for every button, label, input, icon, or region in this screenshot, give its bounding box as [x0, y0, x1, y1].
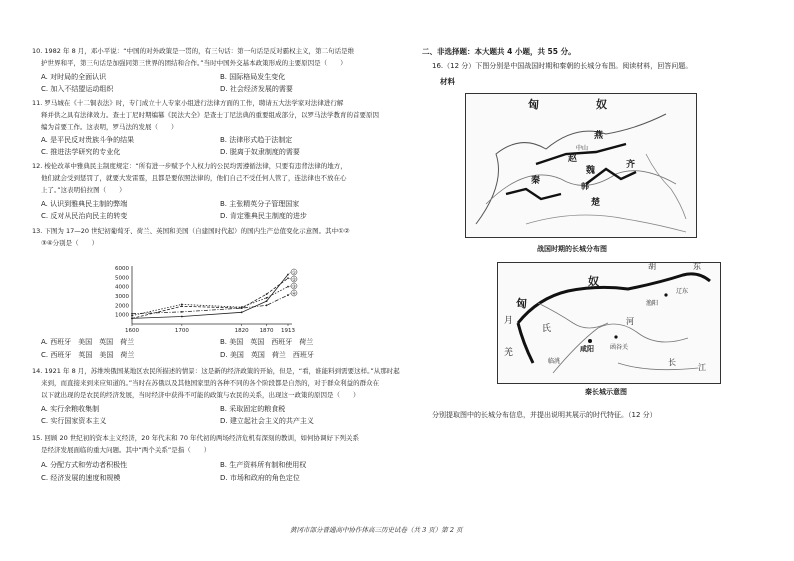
y-tick-label: 6000 [115, 266, 129, 272]
q13-line2: ③④分别是（ ） [41, 239, 99, 247]
map2-label-xianyang: 咸阳 [580, 345, 594, 353]
q13-option-c: C. 西班牙 英国 美国 荷兰 [41, 351, 135, 359]
y-tick-label: 1000 [115, 312, 129, 319]
q14-option-a: A. 实行余粮收集制 [41, 405, 100, 413]
data-point [181, 305, 183, 307]
map2-label-he: 河 [626, 317, 634, 326]
q16-task: 分别提取图中的长城分布信息，并提出说明其展示的时代特征。（12 分） [432, 411, 657, 419]
q16-prompt: 16.（12 分）下图分别是中国战国时期和秦朝的长城分布图。阅读材料，回答问题。 [432, 62, 693, 70]
map1-label-yan: 燕 [594, 131, 604, 141]
qin-map-drawing [498, 263, 720, 383]
series-label: ④ [291, 291, 297, 297]
map1-caption: 战国时期的长城分布图 [537, 245, 607, 253]
map1-label-han: 韩 [581, 182, 589, 191]
q12-option-d: D. 肯定雅典民主制度的进步 [220, 212, 307, 220]
x-tick-label: 1870 [259, 328, 274, 334]
data-point [131, 313, 133, 315]
data-point [266, 297, 268, 299]
x-tick-label: 1820 [234, 328, 249, 334]
x-tick-label: 1700 [174, 328, 189, 334]
q11-option-b: B. 法律形式趋于法制定 [220, 136, 293, 144]
map2-label-nu: 奴 [588, 275, 599, 288]
q15-line2: 是经济发展面临的重大问题。其中“两个关系”是指（ ） [41, 446, 211, 454]
q13-line1: 13. 下图为 17—20 世纪初葡萄牙、荷兰、英国和美国（自建国时代起）的国内生产总值变化示意图。其中①② [32, 227, 350, 235]
q14-line2: 来到，而直接来到来应知道的。”当时在苏俄以及其他国家里的各种不同的各个阶段都是自然的，对于群众利益的群众在 [41, 379, 380, 387]
y-tick-label: 2000 [115, 303, 129, 310]
q11-line3: 编为首要工作。这表明，罗马法的发展（ ） [41, 123, 178, 131]
data-point [181, 311, 183, 313]
data-point [131, 315, 133, 317]
series-label: ③ [291, 284, 297, 290]
map1-label-xiong: 匈 [528, 98, 539, 111]
data-point [266, 304, 268, 306]
q14-option-c: C. 实行国家资本主义 [41, 417, 107, 425]
map1-label-qin: 秦 [531, 176, 541, 186]
q15-option-d: D. 市场和政府的角色定位 [220, 474, 300, 482]
series-leader [288, 293, 291, 295]
warring-states-map-drawing [466, 94, 696, 237]
q14-line3: 以下就出现的是农民的经济发展，当时经济中获得不可能的政策与农民的关系，出现这一政策的原因是（ ） [41, 391, 360, 399]
map1-label-chu: 楚 [591, 198, 601, 208]
q13-option-a: A. 西班牙 美国 英国 荷兰 [41, 338, 135, 346]
q10-line2: 护世界和平，第三句话是加强同第三世界的团结和合作。”当时中国外交基本政策形成的主要原因是（ ） [41, 59, 347, 67]
map1-label-nu: 奴 [596, 98, 607, 111]
q12-option-b: B. 主张精英分子管理国家 [220, 200, 300, 208]
map2-label-dong: 东 [693, 262, 701, 271]
q11-option-a: A. 是平民反对贵族斗争的结果 [41, 136, 135, 144]
map2-label-jiang: 江 [698, 363, 706, 372]
q10-option-c: C. 加入不结盟运动组织 [41, 85, 114, 93]
q11-option-d: D. 脱离于奴隶制度的需要 [220, 148, 300, 156]
y-tick-label: 3000 [115, 294, 129, 300]
series-line-4 [132, 295, 288, 314]
map2-label-xiong: 匈 [516, 297, 527, 310]
data-point [266, 293, 268, 295]
map1-label-zhongshan: 中山 [576, 145, 589, 152]
q12-option-c: C. 反对从民治向民主的转变 [41, 212, 128, 220]
q12-option-a: A. 认识到雅典民主制的弊端 [41, 200, 128, 208]
q14-line1: 14. 1921 年 8 月，苏维埃俄国某地区农民所描述的情景：这是新的经济政策的开始，但是，“看，谁能料到需要这样。”从那时起 [32, 367, 400, 375]
q13-option-b: B. 美国 英国 西班牙 荷兰 [220, 338, 314, 346]
data-point [131, 318, 133, 320]
series-line-3 [132, 287, 288, 316]
map2-label-liaodong: 辽东 [676, 288, 689, 295]
map2-label-lintao: 临洮 [548, 358, 561, 365]
x-tick-label: 1913 [281, 328, 295, 334]
q15-option-a: A. 分配方式和劳动者积极性 [41, 461, 128, 469]
series-label: ① [291, 270, 297, 276]
page-footer: 黄冈市部分普通高中协作体高三历史试卷（共 3 页）第 2 页 [290, 526, 463, 534]
material-label: 材料 [440, 77, 455, 86]
q13-option-d: D. 美国 英国 荷兰 西班牙 [220, 351, 314, 359]
map2-label-hu: 胡 [648, 262, 656, 271]
series-label: ② [291, 277, 297, 283]
map1-label-zhao: 赵 [568, 154, 578, 164]
y-tick-label: 5000 [115, 275, 129, 282]
q11-option-c: C. 推进法学研究的专业化 [41, 148, 121, 156]
q12-line3: 上了。”这表明伯拉图（ ） [41, 186, 126, 194]
section-heading: 二、非选择题：本大题共 4 小题，共 55 分。 [422, 47, 576, 56]
x-tick-label: 1600 [125, 328, 139, 334]
gdp-line-chart [100, 262, 310, 336]
qin-wall-map [497, 262, 721, 384]
q15-line1: 15. 回顾 20 世纪初的资本主义经济，20 年代末和 70 年代初的两场经济危机有深刻的教训，如何协调好下列关系 [32, 434, 360, 442]
q11-line2: 释并供之具有法律效力。查士丁尼时期编纂《民法大全》是查士丁尼法典的重要组成部分，以罗马法学教育的首要原因 [41, 111, 379, 119]
map2-label-qiang: 羌 [504, 348, 514, 358]
data-point [181, 304, 183, 306]
data-point [241, 311, 243, 313]
q10-option-b: B. 国际格局发生变化 [220, 73, 286, 81]
q15-option-b: B. 生产资料所有制和使用权 [220, 461, 307, 469]
q12-line1: 12. 梭伦改革中雅典民主制度规定：“所有进一步赋予个人权力的公民均需遵循法律，只要有违背法律的地方， [32, 162, 347, 170]
q12-line2: 他们就会受到惩罚了，就要大发雷霆，且都是要依照法律的，他们自己不受任何人管了，连法律也不放在心 [41, 174, 347, 182]
warring-states-wall-map [465, 93, 697, 238]
series-leader [288, 272, 291, 275]
map2-label-shi: 氏 [542, 324, 552, 334]
map2-caption: 秦长城示意图 [585, 388, 627, 396]
q10-option-a: A. 对时局的全面认识 [41, 73, 107, 81]
q15-option-c: C. 经济发展的速度和规模 [41, 474, 121, 482]
map2-label-hanguguan: 函谷关 [610, 344, 629, 351]
q14-option-b: B. 采取固定的粮食税 [220, 405, 286, 413]
map1-label-wei: 魏 [586, 166, 596, 176]
q10-line1: 10. 1982 年 8 月，邓小平说：“中国的对外政策是一贯的，有三句话：第一句话是反对霸权主义，第二句话是维 [32, 47, 355, 55]
data-point [241, 307, 243, 309]
y-tick-label: 4000 [115, 284, 129, 291]
q11-line1: 11. 罗马城在《十二铜表法》时，专门成立十人专家小组进行法律方面的工作，聘请五大法学家对法律进行解 [32, 99, 344, 107]
series-line-1 [132, 275, 288, 319]
map1-label-qi: 齐 [626, 160, 636, 170]
map2-label-yue: 月 [504, 316, 514, 326]
q14-option-d: D. 建立起社会主义的共产主义 [220, 417, 314, 425]
map2-label-chang: 长 [668, 358, 676, 367]
map2-label-yuyang: 渔阳 [646, 300, 659, 307]
q10-option-d: D. 社会经济发展的需要 [220, 85, 293, 93]
data-point [266, 300, 268, 302]
data-point [181, 316, 183, 318]
